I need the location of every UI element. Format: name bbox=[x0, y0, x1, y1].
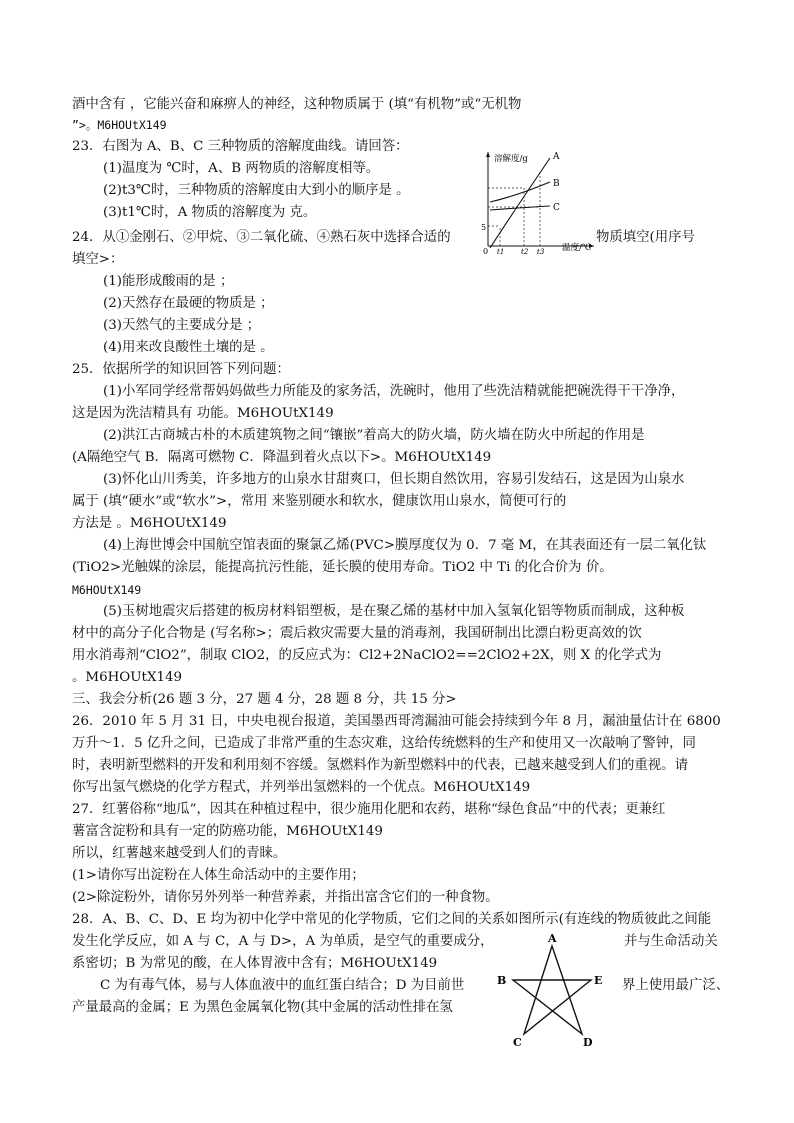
y-tick-5: 5 bbox=[481, 223, 487, 232]
line-11: (3)天然气的主要成分是 ； bbox=[103, 318, 261, 333]
line-07b: 物质填空(用序号 bbox=[596, 230, 695, 245]
line-10: (2)天然存在最硬的物质是 ； bbox=[103, 296, 274, 311]
line-25: 材中的高分子化合物是 (写名称>；震后救灾需要大量的消毒剂，我国研制出比漂白粉更高效的饮 bbox=[72, 626, 642, 641]
line-17: (A隔绝空气 B．隔离可燃物 C．降温到着火点以下>。M6HOUtX149 bbox=[72, 450, 492, 465]
line-13: 25．依据所学的知识回答下列问题： bbox=[72, 362, 290, 377]
line-12: (4)用来改良酸性土壤的是 。 bbox=[103, 340, 274, 355]
node-a: A bbox=[548, 932, 557, 945]
line-42: 产量最高的金属；E 为黑色金属氧化物(其中金属的活动性排在氢 bbox=[72, 1000, 453, 1015]
line-02: ”>。M6HOUtX149 bbox=[72, 118, 167, 132]
x-tick-t3: t3 bbox=[537, 248, 545, 256]
line-40: 系密切；B 为常见的酸，在人体胃液中含有；M6HOUtX149 bbox=[72, 956, 438, 971]
star-diagram bbox=[492, 930, 616, 1048]
curve-a-label: A bbox=[553, 152, 560, 162]
line-41b: 界上使用最广泛、 bbox=[622, 978, 730, 993]
line-32: 你写出氢气燃烧的化学方程式，并列举出氢燃料的一个优点。M6HOUtX149 bbox=[72, 780, 531, 795]
line-24: (5)玉树地震灾后搭建的板房材料铝塑板，是在聚乙烯的基材中加入氢氧化铝等物质而制成，这种板 bbox=[103, 604, 685, 619]
line-18: (3)怀化山川秀美，许多地方的山泉水甘甜爽口，但长期自然饮用，容易引发结石，这是因为山泉水 bbox=[103, 472, 685, 487]
line-06: (3)t1℃时，A 物质的溶解度为 克。 bbox=[103, 205, 317, 220]
line-01: 酒中含有 ，它能兴奋和麻痹人的神经，这种物质属于 (填“有机物”或“无机物 bbox=[72, 97, 522, 112]
node-e: E bbox=[594, 974, 603, 987]
origin-label: 0 bbox=[483, 247, 489, 256]
line-37: (2>除淀粉外，请你另外列举一种营养素，并指出富含它们的一种食物。 bbox=[72, 890, 499, 905]
line-27: 。M6HOUtX149 bbox=[72, 670, 183, 685]
section-heading: 三、我会分析(26 题 3 分，27 题 4 分，28 题 8 分，共 15 分> bbox=[72, 692, 457, 707]
solubility-chart bbox=[476, 148, 600, 256]
y-axis-label: 溶解度/g bbox=[494, 154, 528, 164]
line-05: (2)t3℃时，三种物质的溶解度由大到小的顺序是 。 bbox=[103, 183, 410, 198]
line-26: 用水消毒剂“ClO2”，制取 ClO2，的反应式为：Cl2+2NaClO2==2ClO2+2X，则 X 的化学式为 bbox=[72, 648, 662, 663]
y-axis-arrow bbox=[486, 152, 490, 157]
curve-b bbox=[490, 182, 550, 202]
line-07: 24．从①金刚石、②甲烷、③二氧化硫、④熟石灰中选择合适的 bbox=[72, 230, 451, 245]
line-15: 这是因为洗洁精具有 功能。M6HOUtX149 bbox=[72, 406, 334, 421]
line-23: M6HOUtX149 bbox=[72, 583, 142, 597]
line-14: (1)小军同学经常帮妈妈做些力所能及的家务活，洗碗时，他用了些洗洁精就能把碗洗得干干净净， bbox=[103, 384, 685, 399]
line-09: (1)能形成酸雨的是 ； bbox=[103, 274, 234, 289]
curve-c bbox=[490, 206, 550, 210]
line-03: 23．右图为 A、B、C 三种物质的溶解度曲线。请回答： bbox=[72, 139, 409, 154]
node-c: C bbox=[513, 1036, 522, 1048]
line-35: 所以，红薯越来越受到人们的青睐。 bbox=[72, 846, 287, 861]
star-lines bbox=[513, 946, 591, 1034]
curve-c-label: C bbox=[553, 203, 560, 213]
node-d: D bbox=[583, 1036, 593, 1048]
line-16: (2)洪江古商城古朴的木质建筑物之间“镶嵌”着高大的防火墙，防火墙在防火中所起的作用是 bbox=[103, 428, 645, 443]
line-39b: 并与生命活动关 bbox=[624, 934, 718, 949]
line-08: 填空>： bbox=[72, 252, 124, 267]
line-41: C 为有毒气体，易与人体血液中的血红蛋白结合；D 为目前世 bbox=[100, 978, 465, 993]
line-31: 时，表明新型燃料的开发和利用刻不容缓。氢燃料作为新型燃料中的代表，已越来越受到人们的重视。请 bbox=[72, 758, 688, 773]
line-39: 发生化学反应，如 A 与 C，A 与 D>，A 为单质，是空气的重要成分， bbox=[72, 934, 494, 949]
x-tick-t1: t1 bbox=[497, 248, 505, 256]
node-b: B bbox=[497, 974, 507, 987]
line-38: 28．A、B、C、D、E 均为初中化学中常见的化学物质，它们之间的关系如图所示(有连线的物质彼此之间能 bbox=[72, 912, 712, 927]
line-34: 薯富含淀粉和具有一定的防癌功能，M6HOUtX149 bbox=[72, 824, 383, 839]
line-20: 方法是 。M6HOUtX149 bbox=[72, 516, 227, 531]
line-29: 26．2010 年 5 月 31 日，中央电视台报道，美国墨西哥湾漏油可能会持续到今年 8 月，漏油量估计在 6800 bbox=[72, 714, 721, 729]
line-36: (1>请你写出淀粉在人体生命活动中的主要作用； bbox=[72, 868, 365, 883]
x-tick-t2: t2 bbox=[521, 248, 529, 256]
line-04: (1)温度为 ℃时，A、B 两物质的溶解度相等。 bbox=[103, 161, 380, 176]
x-axis-label: 温度/℃ bbox=[562, 243, 592, 253]
line-33: 27．红薯俗称“地瓜”，因其在种植过程中，很少施用化肥和农药，堪称“绿色食品”中的代表；更兼红 bbox=[72, 802, 666, 817]
line-30: 万升～1．5 亿升之间，已造成了非常严重的生态灾难，这给传统燃料的生产和使用又一次敲响了警钟，同 bbox=[72, 736, 696, 751]
curve-b-label: B bbox=[553, 179, 560, 189]
line-21: (4)上海世博会中国航空馆表面的聚氯乙烯(PVC>膜厚度仅为 0．7 毫 M，在其表面还有一层二氧化钛 bbox=[103, 538, 707, 553]
curve-a bbox=[490, 158, 550, 248]
line-22: (TiO2>光触媒的涂层，能提高抗污性能，延长膜的使用寿命。TiO2 中 Ti 的化合价为 价。 bbox=[72, 560, 613, 575]
line-19: 属于 (填“硬水”或“软水”>，常用 来鉴别硬水和软水，健康饮用山泉水，简便可行的 bbox=[72, 494, 567, 509]
